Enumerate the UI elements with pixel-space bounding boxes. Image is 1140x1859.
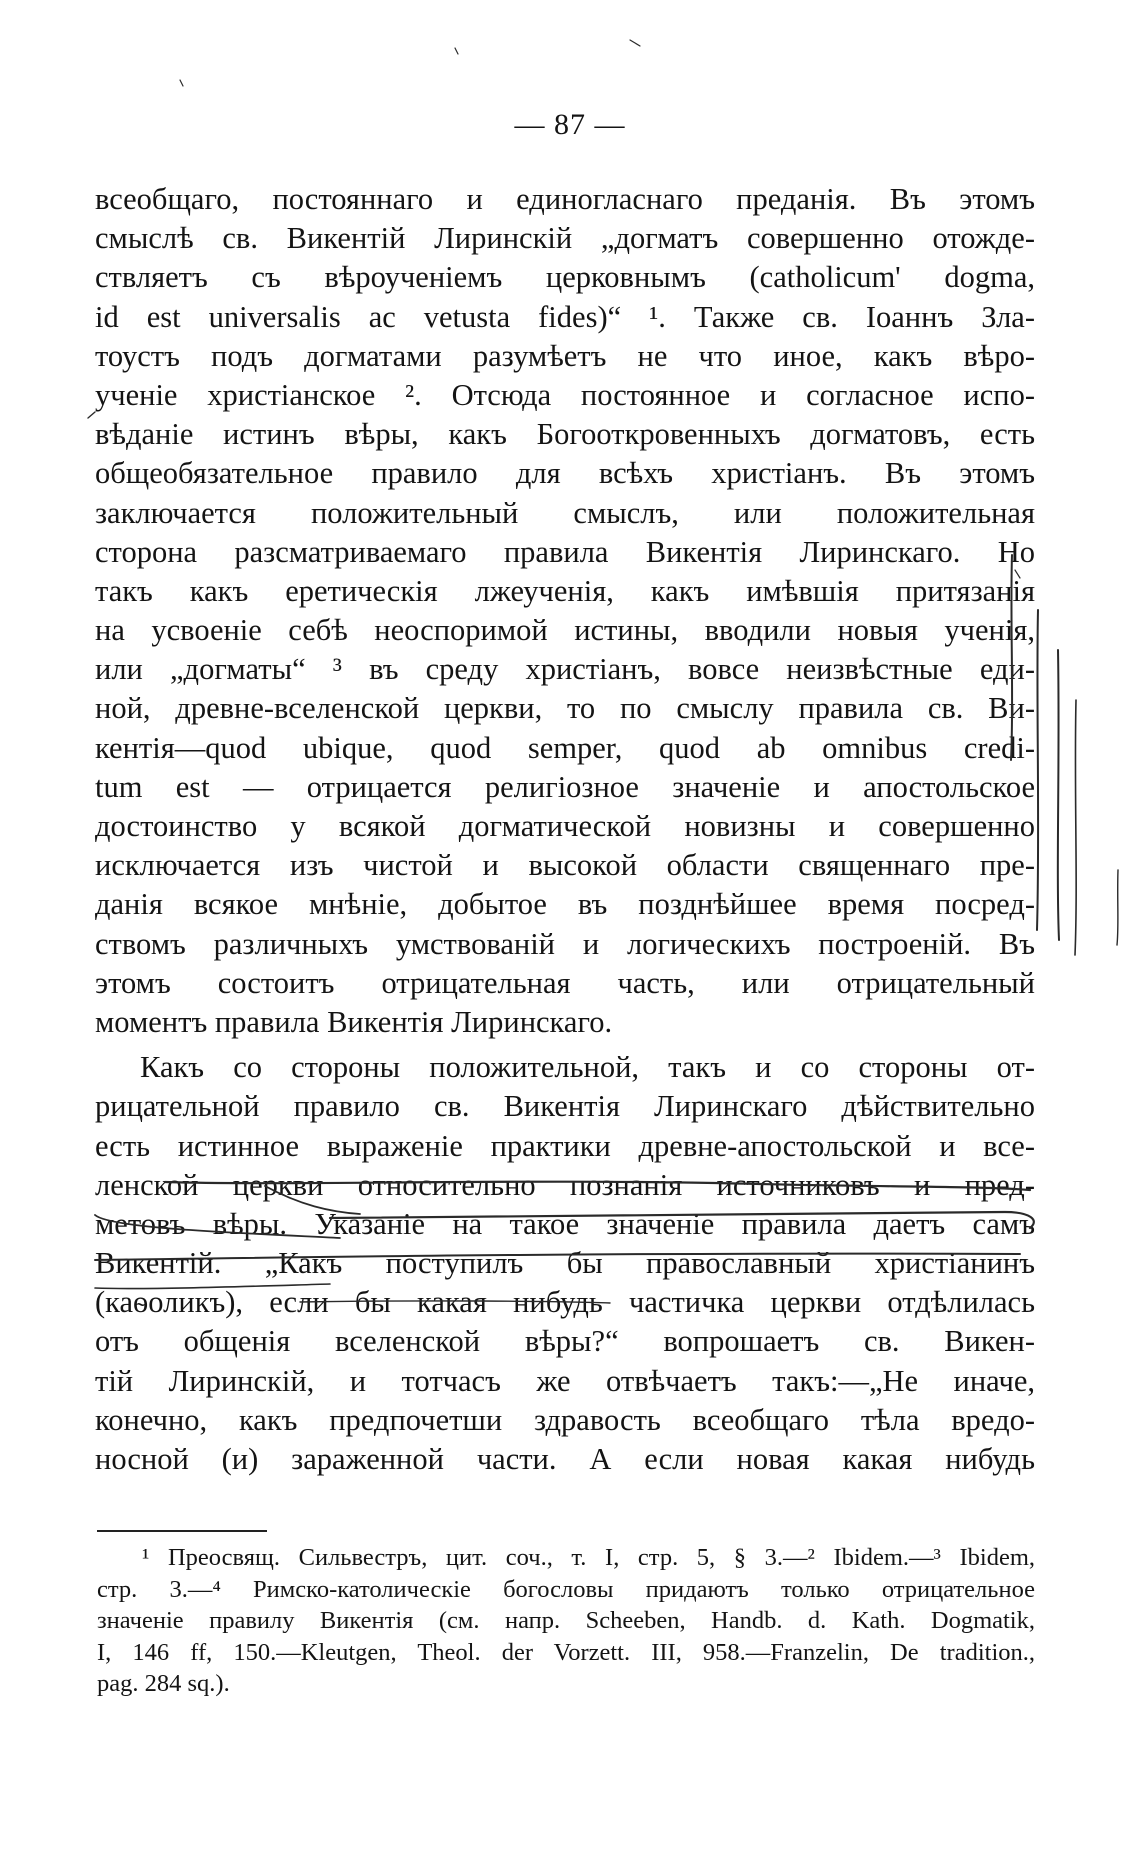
text-line: вѣданіе истинъ вѣры, какъ Богооткровенныхъ догматовъ, есть bbox=[95, 417, 1035, 452]
text-line: данія всякое мнѣніе, добытое въ позднѣйшее время посред- bbox=[95, 887, 1035, 922]
text-line: метовъ вѣры. Указаніе на такое значеніе правила даетъ самъ bbox=[95, 1206, 1035, 1241]
text-line: конечно, какъ предпочетши здравость всеобщаго тѣла вредо- bbox=[95, 1402, 1035, 1437]
footnote-line: pag. 284 sq.). bbox=[97, 1670, 230, 1697]
text-line: ученіе христіанское ². Отсюда постоянное и согласное испо- bbox=[95, 377, 1035, 412]
text-line: смыслѣ св. Викентій Лиринскій „догматъ совершенно отожде- bbox=[95, 221, 1035, 256]
footnote-rule bbox=[97, 1530, 267, 1532]
stray-mark bbox=[88, 412, 95, 418]
text-line: ленской церкви относительно познанія источниковъ и пред- bbox=[95, 1167, 1035, 1202]
text-line: достоинство у всякой догматической новизны и совершенно bbox=[95, 809, 1035, 843]
stray-mark bbox=[455, 48, 458, 54]
text-line: общеобязательное правило для всѣхъ христіанъ. Въ этомъ bbox=[95, 456, 1035, 491]
text-line: сторона разсматриваемаго правила Викентія Лиринскаго. Но bbox=[95, 534, 1035, 569]
text-line: отъ общенія вселенской вѣры?“ вопрошаетъ св. Викен- bbox=[95, 1324, 1035, 1359]
text-line: на усвоеніе себѣ неоспоримой истины, вводили новыя ученія, bbox=[95, 613, 1035, 648]
text-line: такъ какъ еретическія лжеученія, какъ имѣвшія притязанія bbox=[95, 573, 1035, 608]
text-line: id est universalis ac vetusta fides)“ ¹. Также св. Іоаннъ Зла- bbox=[95, 299, 1035, 334]
main-text bbox=[95, 180, 1035, 1479]
margin-mark bbox=[1075, 700, 1076, 955]
text-line: этомъ состоитъ отрицательная часть, или отрицательный bbox=[95, 965, 1035, 1000]
text-line: тій Лиринскій, и тотчасъ же отвѣчаетъ такъ:—„Не иначе, bbox=[95, 1363, 1035, 1398]
footnote-line: значеніе правилу Викентія (см. напр. Scheeben, Handb. d. Kath. Dogmatik, bbox=[97, 1607, 1035, 1634]
margin-mark bbox=[1058, 650, 1059, 940]
margin-mark bbox=[1037, 610, 1038, 930]
text-line: ствляетъ съ вѣроученіемъ церковнымъ (catholicum' dogma, bbox=[95, 260, 1035, 295]
margin-mark bbox=[1117, 870, 1118, 945]
footnotes bbox=[97, 1542, 1035, 1700]
text-line: носной (и) зараженной части. А если новая какая нибудь bbox=[95, 1442, 1035, 1476]
stray-mark bbox=[180, 80, 183, 86]
text-line: всеобщаго, постояннаго и единогласнаго преданія. Въ этомъ bbox=[95, 182, 1035, 216]
stray-mark bbox=[630, 40, 640, 46]
footnote-line: стр. 3.—⁴ Римско-католическіе богословы придаютъ только отрицательное bbox=[97, 1575, 1035, 1603]
text-line: Какъ со стороны положительной, такъ и со стороны от- bbox=[140, 1050, 1035, 1085]
page-number: — 87 — bbox=[514, 108, 626, 141]
text-line: Викентій. „Какъ поступилъ бы православный христіанинъ bbox=[95, 1246, 1035, 1281]
text-line: есть истинное выраженіе практики древне-апостольской и все- bbox=[95, 1128, 1035, 1163]
text-line: исключается изъ чистой и высокой области священнаго пре- bbox=[95, 848, 1035, 883]
text-line: заключается положительный смыслъ, или положительная bbox=[95, 495, 1035, 530]
text-line: ной, древне-вселенской церкви, то по смыслу правила св. Ви- bbox=[95, 691, 1035, 726]
footnote-line: ¹ Преосвящ. Сильвестръ, цит. соч., т. I, стр. 5, § 3.—² Ibidem.—³ Ibidem, bbox=[142, 1544, 1035, 1571]
text-line: tum est — отрицается религіозное значеніе и апостольское bbox=[95, 769, 1035, 804]
text-line: (каѳоликъ), если бы какая нибудь частичка церкви отдѣлилась bbox=[95, 1285, 1035, 1320]
text-line: кентія—quod ubique, quod semper, quod ab omnibus credi- bbox=[95, 730, 1035, 765]
text-line: рицательной правило св. Викентія Лиринскаго дѣйствительно bbox=[95, 1089, 1035, 1124]
text-line: ствомъ различныхъ умствованій и логическихъ построеній. Въ bbox=[95, 926, 1035, 961]
text-line: моментъ правила Викентія Лиринскаго. bbox=[95, 1004, 613, 1039]
footnote-line: I, 146 ff, 150.—Kleutgen, Theol. der Vorzett. III, 958.—Franzelin, De tradition., bbox=[97, 1638, 1035, 1666]
text-line: или „догматы“ ³ въ среду христіанъ, вовсе неизвѣстные еди- bbox=[95, 652, 1035, 687]
text-line: тоустъ подъ догматами разумѣетъ не что иное, какъ вѣро- bbox=[95, 338, 1035, 373]
